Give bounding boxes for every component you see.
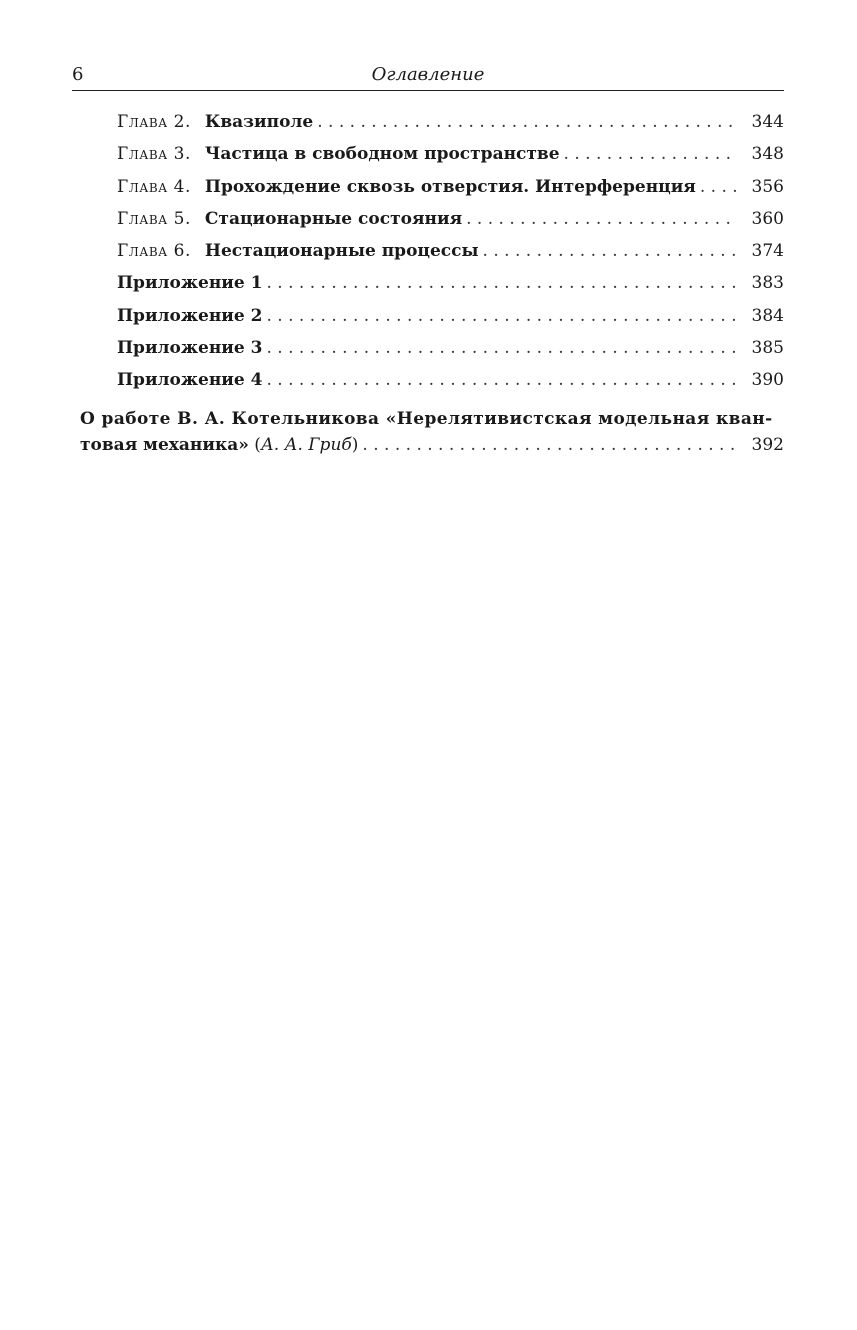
table-of-contents — [72, 112, 784, 461]
chapter-title: Нестационарные процессы — [204, 241, 479, 262]
chapter-title: Квазиполе — [204, 112, 314, 132]
essay-title-line1: О работе В. А. Котельникова «Нерелятивистская модельная кван- — [80, 408, 773, 429]
chapter-label: Глава 5. — [117, 208, 191, 229]
appendix-title: Приложение 1 — [117, 273, 263, 294]
page-ref: 360 — [751, 208, 784, 229]
toc-entry-chapter-4[interactable] — [72, 177, 784, 209]
dot-leader — [266, 306, 736, 326]
chapter-title: Прохождение сквозь отверстия. Интерференция — [204, 176, 696, 197]
dot-leader — [266, 338, 736, 358]
toc-entry-chapter-3[interactable] — [72, 144, 784, 176]
toc-entry-appendix-2[interactable] — [72, 306, 784, 338]
page-ref: 384 — [751, 305, 784, 326]
toc-entry-appendix-4[interactable] — [72, 370, 784, 402]
essay-title-line2: товая механика» — [80, 434, 249, 455]
page-ref: 344 — [751, 112, 784, 132]
essay-author: А. А. Гриб — [260, 434, 352, 455]
dot-leader — [266, 370, 736, 390]
chapter-title: Частица в свободном пространстве — [204, 144, 560, 165]
chapter-title: Стационарные состояния — [204, 208, 463, 229]
toc-entry-chapter-5[interactable] — [72, 209, 784, 241]
toc-entry-appendix-3[interactable] — [72, 338, 784, 370]
dot-leader — [266, 273, 736, 293]
page-ref: 374 — [751, 241, 784, 262]
appendix-title: Приложение 3 — [117, 338, 263, 359]
chapter-label: Глава 6. — [117, 241, 191, 262]
dot-leader — [483, 241, 736, 261]
page-ref: 392 — [751, 434, 784, 455]
appendix-title: Приложение 4 — [117, 370, 263, 391]
toc-entry-appendix-1[interactable] — [72, 273, 784, 305]
author-open-paren: ( — [248, 434, 261, 455]
toc-entry-kotelnikov-essay[interactable] — [72, 409, 784, 461]
chapter-label: Глава 3. — [117, 144, 191, 165]
toc-entry-chapter-6[interactable] — [72, 241, 784, 273]
dot-leader — [362, 435, 736, 455]
dot-leader — [317, 112, 736, 132]
chapter-label: Глава 2. — [117, 112, 191, 132]
page-ref: 383 — [751, 273, 784, 294]
running-title: Оглавление — [371, 64, 485, 85]
page-ref: 356 — [751, 176, 784, 197]
author-close-paren: ) — [351, 434, 359, 455]
essay-title-line2-row — [72, 435, 784, 461]
page-ref: 348 — [751, 144, 784, 165]
page-number: 6 — [72, 64, 84, 85]
dot-leader — [466, 209, 736, 229]
dot-leader — [700, 177, 736, 197]
page-ref: 390 — [751, 370, 784, 391]
page-header — [72, 62, 784, 91]
dot-leader — [564, 144, 736, 164]
appendix-title: Приложение 2 — [117, 305, 263, 326]
chapter-label: Глава 4. — [117, 176, 191, 197]
toc-entry-chapter-2[interactable] — [72, 112, 784, 144]
page-ref: 385 — [751, 338, 784, 359]
